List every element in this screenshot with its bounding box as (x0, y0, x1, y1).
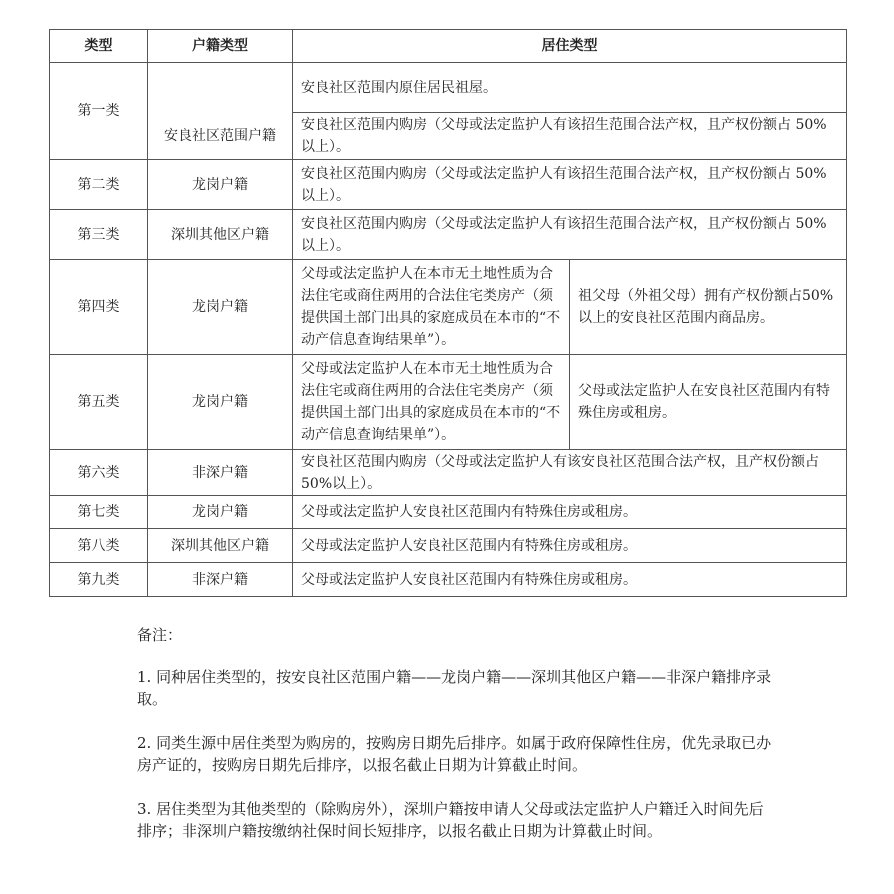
row-residence: 安良社区范围内购房（父母或法定监护人有该安良社区范围合法产权，且产权份额占 50%以上）。 (293, 450, 847, 496)
row-type: 第八类 (50, 529, 148, 563)
row-residence-right: 父母或法定监护人在安良社区范围内有特殊住房或租房。 (570, 355, 847, 450)
row-hukou: 非深户籍 (148, 563, 293, 597)
row-hukou: 深圳其他区户籍 (148, 210, 293, 260)
row-residence-right: 祖父母（外祖父母）拥有产权份额占50%以上的安良社区范围内商品房。 (570, 260, 847, 355)
table-row (50, 160, 847, 210)
table-row (50, 529, 847, 563)
row-residence: 安良社区范围内购房（父母或法定监护人有该招生范围合法产权，且产权份额占 50%以上）。 (293, 113, 847, 160)
row-residence: 父母或法定监护人安良社区范围内有特殊住房或租房。 (293, 496, 847, 529)
row-type: 第六类 (50, 450, 148, 496)
note-item-1: 1. 同种居住类型的，按安良社区范围户籍——龙岗户籍——深圳其他区户籍——非深户籍排序录取。 (137, 668, 772, 708)
table-header-row (50, 30, 847, 63)
row-type: 第一类 (50, 63, 148, 160)
row-hukou: 深圳其他区户籍 (148, 529, 293, 563)
row-residence: 父母或法定监护人安良社区范围内有特殊住房或租房。 (293, 529, 847, 563)
column-header-hukou: 户籍类型 (148, 30, 293, 63)
row-residence-left: 父母或法定监护人在本市无土地性质为合法住宅或商住两用的合法住宅类房产（须提供国土部门出具的家庭成员在本市的“不动产信息查询结果单”）。 (293, 260, 570, 355)
row-type: 第九类 (50, 563, 148, 597)
row-hukou: 龙岗户籍 (148, 160, 293, 210)
row-type: 第三类 (50, 210, 148, 260)
note-item-2: 2. 同类生源中居住类型为购房的，按购房日期先后排序。如属于政府保障性住房，优先录取已办房产证的，按购房日期先后排序，以报名截止日期为计算截止时间。 (137, 734, 772, 774)
row-residence: 安良社区范围内购房（父母或法定监护人有该招生范围合法产权，且产权份额占 50%以上）。 (293, 210, 847, 260)
row-type: 第四类 (50, 260, 148, 355)
row-hukou: 龙岗户籍 (148, 496, 293, 529)
note-item-3: 3. 居住类型为其他类型的（除购房外），深圳户籍按申请人父母或法定监护人户籍迁入时间先后排序；非深圳户籍按缴纳社保时间长短排序，以报名截止日期为计算截止时间。 (137, 800, 764, 840)
notes-title: 备注： (137, 626, 183, 644)
table-row (50, 563, 847, 597)
column-header-type: 类型 (50, 30, 148, 63)
table-row (50, 355, 847, 450)
table-row (50, 496, 847, 529)
row-residence-left: 父母或法定监护人在本市无土地性质为合法住宅或商住两用的合法住宅类房产（须提供国土部门出具的家庭成员在本市的“不动产信息查询结果单”）。 (293, 355, 570, 450)
table-row (50, 210, 847, 260)
table-row (50, 450, 847, 496)
table-row (50, 260, 847, 355)
row-residence: 安良社区范围内原住居民祖屋。 (293, 63, 847, 113)
row-hukou: 龙岗户籍 (148, 260, 293, 355)
admission-category-table (49, 29, 847, 597)
row-type: 第二类 (50, 160, 148, 210)
row-type: 第五类 (50, 355, 148, 450)
row-hukou: 非深户籍 (148, 450, 293, 496)
row-residence: 安良社区范围内购房（父母或法定监护人有该招生范围合法产权，且产权份额占 50%以上）。 (293, 160, 847, 210)
column-header-residence: 居住类型 (293, 30, 847, 63)
row-type: 第七类 (50, 496, 148, 529)
row-residence: 父母或法定监护人安良社区范围内有特殊住房或租房。 (293, 563, 847, 597)
table-row (50, 63, 847, 113)
notes-section (137, 624, 777, 842)
row-hukou: 安良社区范围户籍 (148, 63, 293, 160)
row-hukou: 龙岗户籍 (148, 355, 293, 450)
